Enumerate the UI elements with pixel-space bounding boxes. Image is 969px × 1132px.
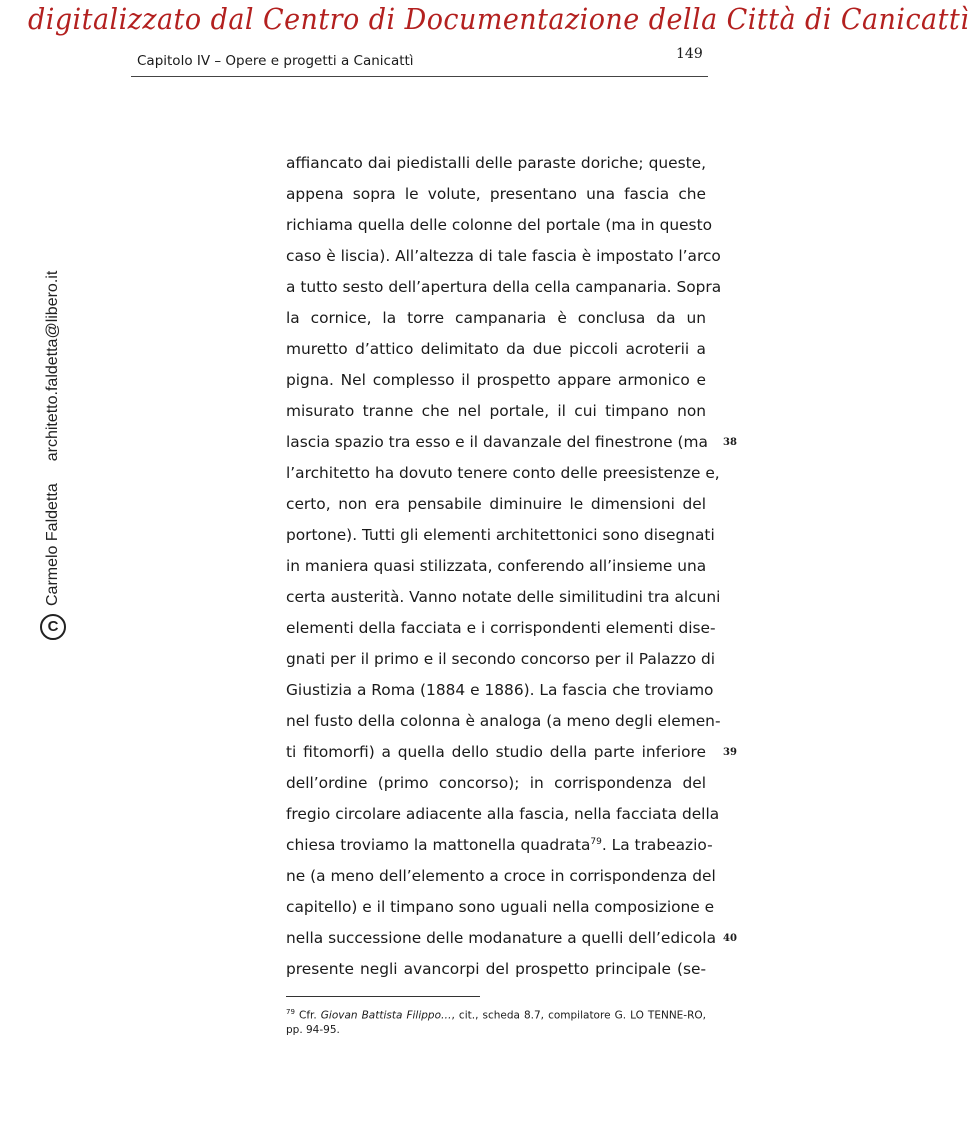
body-text	[286, 148, 737, 985]
text-line-content: nella successione delle modanature a quelli dell’edicola	[286, 929, 717, 947]
text-line-content: lascia spazio tra esso e il davanzale del finestrone (ma	[286, 433, 708, 451]
text-line: appena sopra le volute, presentano una fascia che	[286, 185, 706, 203]
author-name: Carmelo Faldetta	[44, 483, 61, 606]
text-line: ne (a meno dell’elemento a croce in corrispondenza del	[286, 867, 716, 885]
text-line: l’architetto ha dovuto tenere conto delle preesistenze e,	[286, 464, 720, 482]
text-line: elementi della facciata e i corrispondenti elementi dise-	[286, 619, 716, 637]
text-line-content: ti fitomorfi) a quella dello studio della parte inferiore	[286, 743, 706, 761]
author-email: architetto.faldetta@libero.it	[44, 270, 61, 462]
margin-line-number: 39	[723, 747, 737, 758]
text-line: gnati per il primo e il secondo concorso per il Palazzo di	[286, 650, 716, 668]
margin-line-number: 40	[723, 933, 737, 944]
text-line: Giustizia a Roma (1884 e 1886). La fascia che troviamo	[286, 681, 714, 699]
digitization-watermark: digitalizzato dal Centro di Documentazione della Città di Canicattì	[28, 2, 969, 36]
footnote	[286, 1005, 706, 1037]
text-line: portone). Tutti gli elementi architettonici sono disegnati	[286, 526, 715, 544]
text-line: affiancato dai piedistalli delle paraste doriche; queste,	[286, 154, 706, 172]
text-line-with-margin-number	[286, 737, 737, 768]
margin-line-number: 38	[723, 437, 737, 448]
footnote-cited-title: Giovan Battista Filippo…	[320, 1009, 452, 1022]
text-line-with-margin-number	[286, 427, 737, 458]
text-line-content: . La trabeazio-	[601, 836, 713, 854]
text-line: dell’ordine (primo concorso); in corrispondenza del	[286, 774, 706, 792]
footnote-reference[interactable]: 79	[590, 836, 602, 847]
text-line: pigna. Nel complesso il prospetto appare armonico e	[286, 371, 706, 389]
text-line: in maniera quasi stilizzata, conferendo all’insieme una	[286, 557, 707, 575]
text-line-with-footnote-ref	[286, 830, 713, 861]
footnote-text-post: , cit., scheda 8.7, compilatore G. LO TENNE-RO, pp. 94-95.	[286, 1009, 706, 1036]
text-line-content: chiesa troviamo la mattonella quadrata	[286, 836, 591, 854]
text-line: capitello) e il timpano sono uguali nella composizione e	[286, 898, 715, 916]
footnote-rule	[286, 996, 480, 997]
copyright-icon: C	[40, 614, 66, 640]
text-line: nel fusto della colonna è analoga (a meno degli elemen-	[286, 712, 721, 730]
text-line: muretto d’attico delimitato da due piccoli acroterii a	[286, 340, 706, 358]
text-line: a tutto sesto dell’apertura della cella campanaria. Sopra	[286, 278, 722, 296]
text-line: certa austerità. Vanno notate delle similitudini tra alcuni	[286, 588, 721, 606]
text-line: misurato tranne che nel portale, il cui timpano non	[286, 402, 706, 420]
text-line: caso è liscia). All’altezza di tale fascia è impostato l’arco	[286, 247, 721, 265]
text-line: presente negli avancorpi del prospetto principale (se-	[286, 960, 706, 978]
running-head: Capitolo IV – Opere e progetti a Canicattì	[137, 53, 414, 69]
header-rule	[131, 76, 708, 77]
text-line: fregio circolare adiacente alla fascia, nella facciata della	[286, 805, 720, 823]
page-number: 149	[676, 46, 703, 62]
text-line: certo, non era pensabile diminuire le dimensioni del	[286, 495, 706, 513]
footnote-number: 79	[286, 1008, 295, 1016]
text-line: la cornice, la torre campanaria è conclusa da un	[286, 309, 706, 327]
footnote-text-pre: Cfr.	[294, 1009, 321, 1022]
text-line: richiama quella delle colonne del portale (ma in questo	[286, 216, 713, 234]
text-line-with-margin-number	[286, 923, 737, 954]
side-copyright-watermark	[40, 271, 66, 640]
